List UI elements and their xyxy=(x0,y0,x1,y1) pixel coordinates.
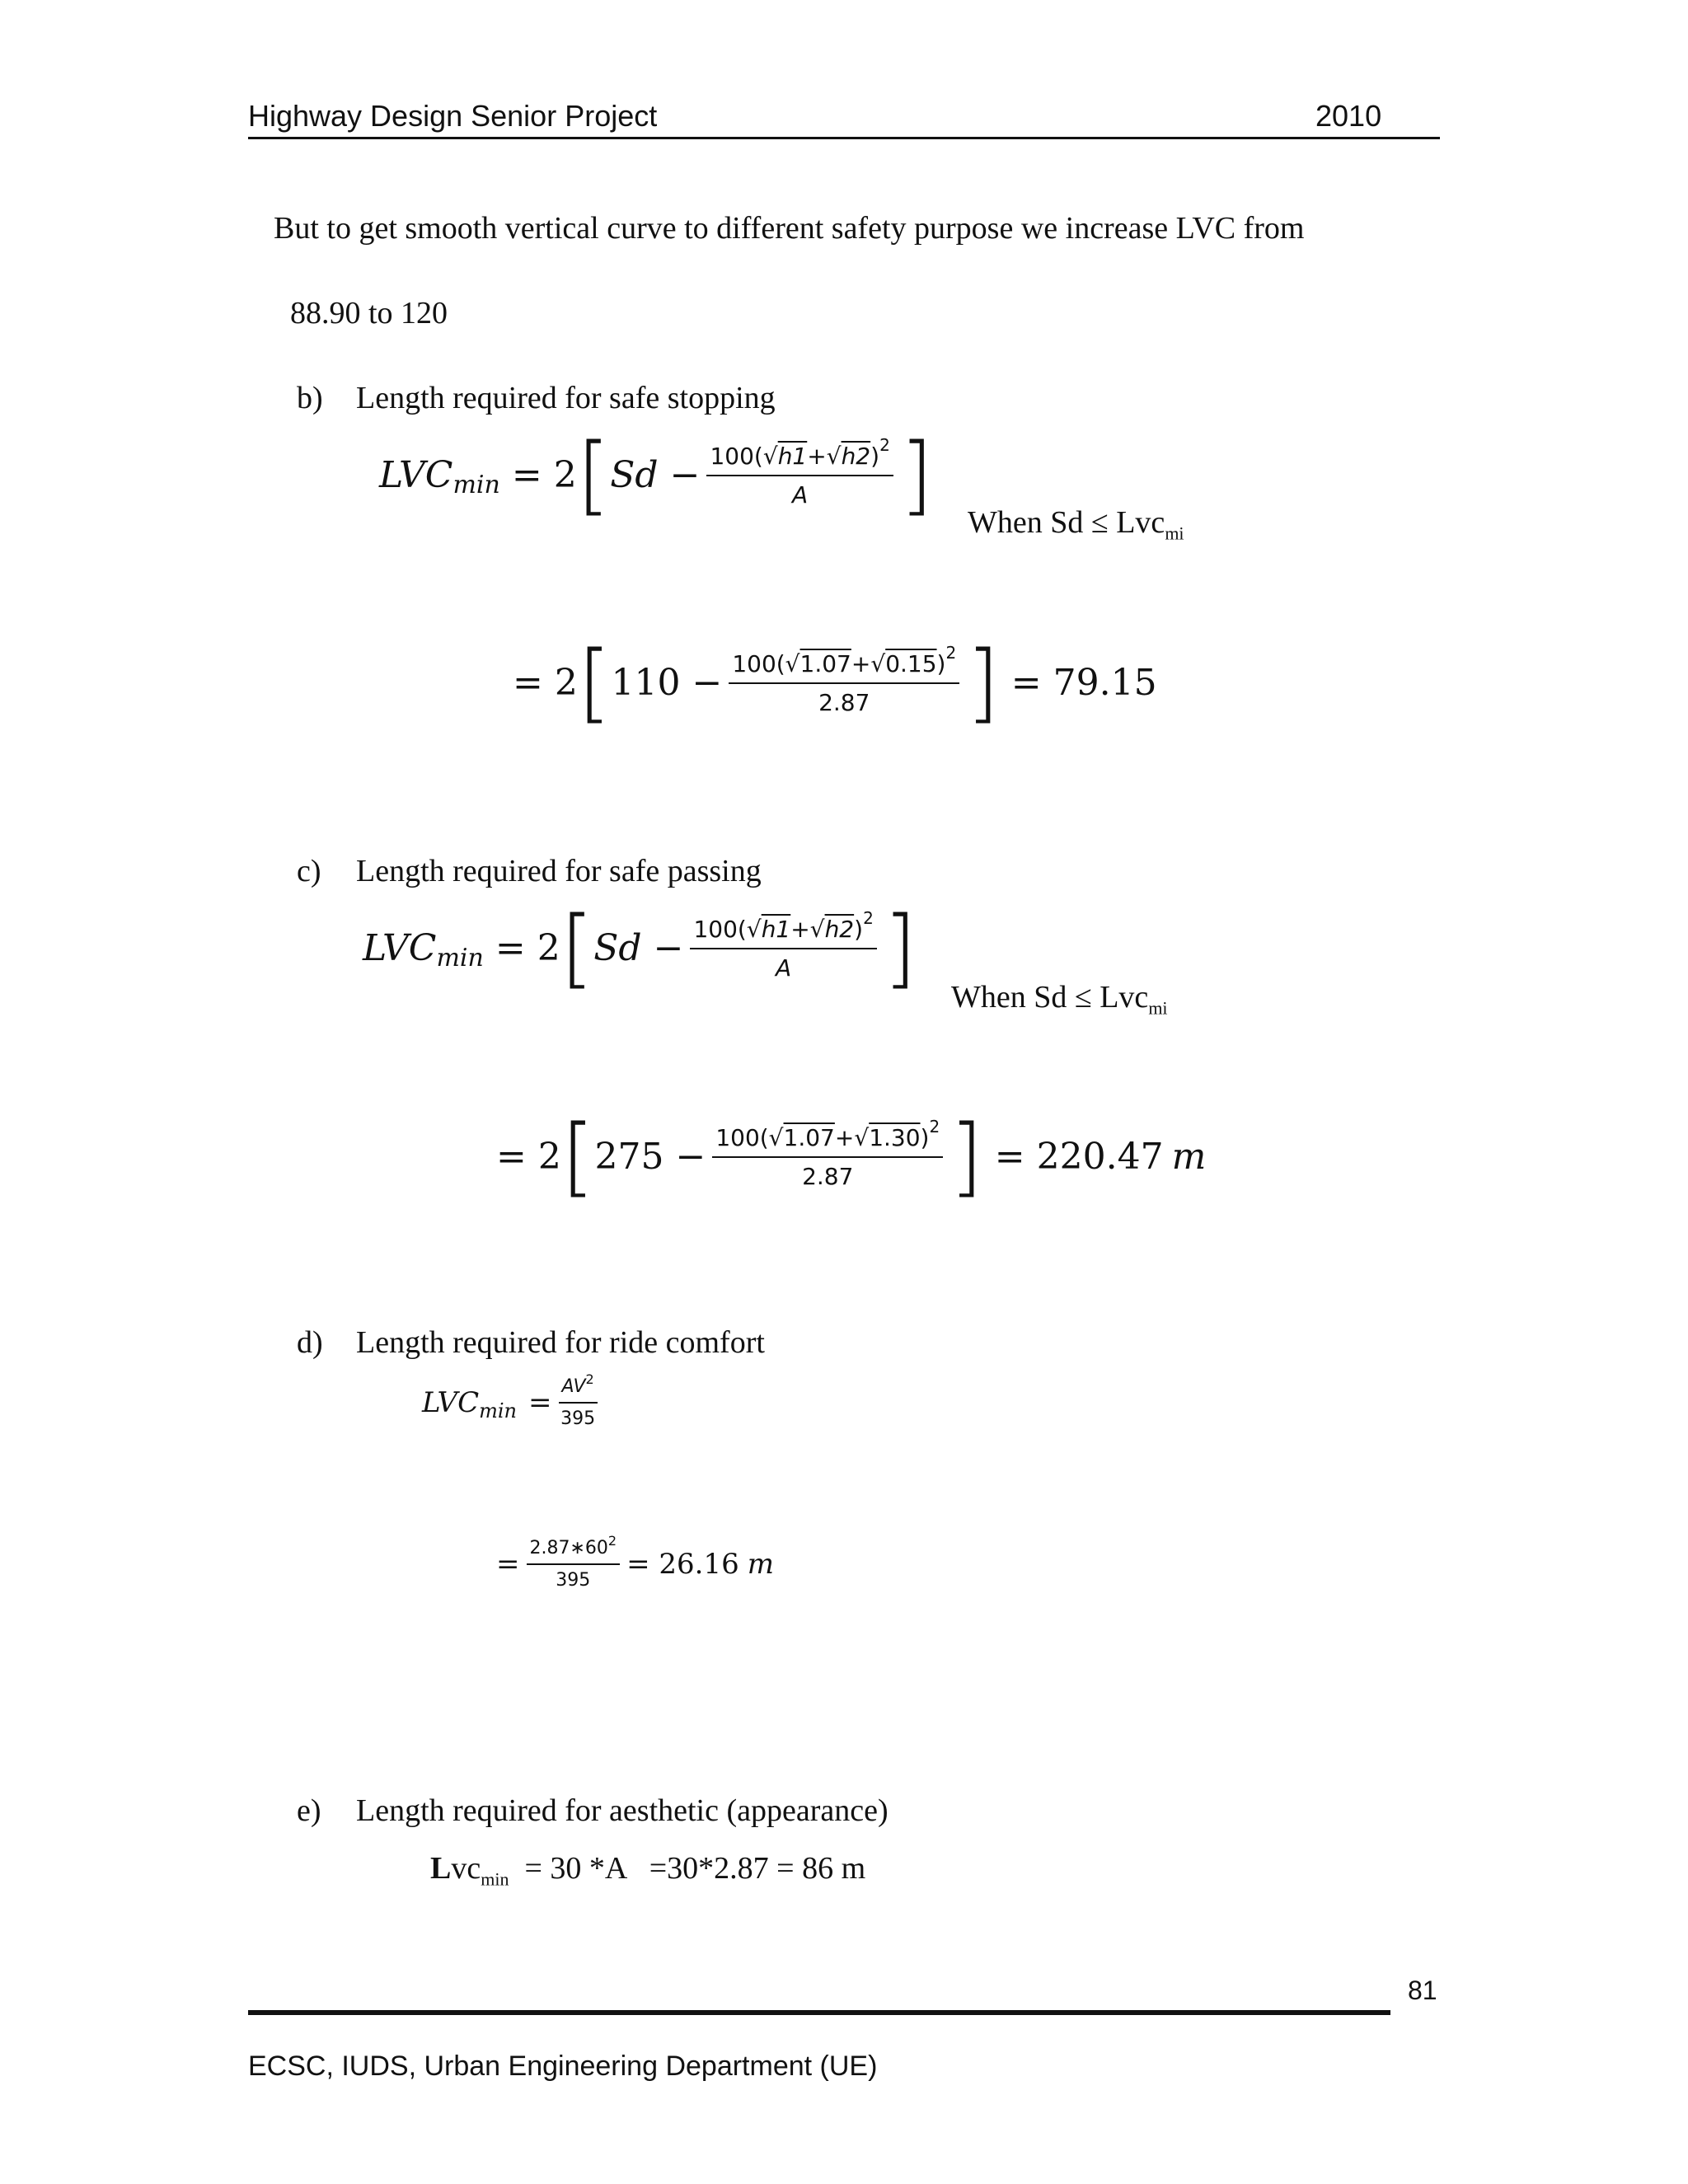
fraction-denominator: 2.87 xyxy=(818,688,870,716)
footer-rule xyxy=(248,2010,1390,2015)
num-close: ) xyxy=(936,649,946,677)
lvc-bold-letter: L xyxy=(430,1851,452,1886)
fraction-numerator xyxy=(690,907,876,949)
condition-text: When Sd ≤ Lvc xyxy=(968,505,1165,540)
sd-symbol: Sd xyxy=(610,454,659,497)
equals-sign: = xyxy=(496,1136,527,1179)
page-number: 81 xyxy=(1408,1975,1437,2005)
coefficient: 2 xyxy=(554,662,578,705)
num-text: 2.87∗60 xyxy=(529,1538,608,1558)
header-title: Highway Design Senior Project xyxy=(248,99,658,133)
section-b-formula xyxy=(379,424,934,525)
square-exponent: 2 xyxy=(585,1371,594,1387)
result-unit: m xyxy=(1171,1136,1207,1179)
intro-line-2: 88.90 to 120 xyxy=(290,296,448,330)
square-exponent: 2 xyxy=(863,907,874,928)
equals-sign: = xyxy=(528,1386,552,1419)
condition-text: When Sd ≤ Lvc xyxy=(951,980,1149,1015)
fraction xyxy=(559,1371,598,1429)
equals-sign: = xyxy=(513,662,543,705)
h1-value: 1.07 xyxy=(799,649,851,677)
section-e-heading: Length required for aesthetic (appearance) xyxy=(356,1793,889,1828)
coefficient: 2 xyxy=(537,927,560,970)
square-exponent: 2 xyxy=(945,642,957,663)
section-c-condition xyxy=(951,979,1168,1019)
section-d-heading: Length required for ride comfort xyxy=(356,1325,765,1360)
header-rule xyxy=(248,137,1440,139)
condition-sub: mi xyxy=(1165,523,1184,544)
section-b-marker: b) xyxy=(297,381,323,415)
h1-value: 1.07 xyxy=(783,1123,835,1151)
sd-symbol: Sd xyxy=(593,927,642,970)
sd-value: 110 xyxy=(611,662,681,705)
fraction-denominator: A xyxy=(792,480,809,509)
left-bracket: [ xyxy=(560,898,594,998)
square-exponent: 2 xyxy=(607,1533,617,1549)
intro-line-1: But to get smooth vertical curve to different safety purpose we increase LVC from xyxy=(274,211,1305,246)
fraction xyxy=(690,907,876,982)
condition-sub: mi xyxy=(1148,997,1168,1019)
num-prefix: 100(√ xyxy=(732,649,800,677)
section-c-calculation xyxy=(496,1106,1207,1207)
square-exponent: 2 xyxy=(879,434,890,455)
fraction-denominator: A xyxy=(776,954,792,982)
left-bracket: [ xyxy=(577,632,612,733)
right-bracket: ] xyxy=(950,1106,983,1207)
minus-sign: − xyxy=(675,1136,706,1179)
lvc-subscript: min xyxy=(481,1868,509,1890)
section-b-condition xyxy=(968,504,1184,545)
minus-sign: − xyxy=(653,927,684,970)
fraction xyxy=(527,1533,621,1591)
result: = 79.15 xyxy=(1010,662,1157,705)
lvc-symbol: LVC xyxy=(422,1386,480,1419)
fraction-denominator: 395 xyxy=(556,1570,591,1591)
right-bracket: ] xyxy=(883,898,917,998)
result-unit: m xyxy=(747,1548,774,1581)
fraction-numerator xyxy=(712,1116,943,1158)
num-prefix: 100(√ xyxy=(715,1123,784,1151)
lvc-subscript: min xyxy=(452,471,500,500)
num-plus: +√ xyxy=(851,649,886,677)
section-d-formula xyxy=(422,1371,604,1429)
equals-sign: = xyxy=(496,1548,520,1581)
num-prefix: 100(√ xyxy=(693,915,762,943)
num-close: ) xyxy=(920,1123,930,1151)
coefficient: 2 xyxy=(537,1136,561,1179)
fraction xyxy=(729,642,959,716)
fraction-denominator: 2.87 xyxy=(802,1162,854,1190)
fraction xyxy=(706,434,893,509)
equals-sign: = xyxy=(495,927,526,970)
h2-value: 0.15 xyxy=(885,649,937,677)
h2-term: h2 xyxy=(841,442,871,470)
num-plus: +√ xyxy=(807,442,842,470)
section-b-calculation xyxy=(513,632,1157,733)
h1-term: h1 xyxy=(761,915,791,943)
fraction-numerator xyxy=(559,1371,598,1404)
lvc-symbol: LVC xyxy=(379,454,453,497)
h1-term: h1 xyxy=(777,442,808,470)
fraction-numerator xyxy=(706,434,893,476)
lvc-rest: vc xyxy=(451,1851,481,1886)
num-close: ) xyxy=(854,915,864,943)
section-d-calculation xyxy=(496,1533,774,1591)
minus-sign: − xyxy=(669,454,701,497)
lvc-symbol: LVC xyxy=(363,927,437,970)
h2-value: 1.30 xyxy=(869,1123,921,1151)
fraction-numerator xyxy=(527,1533,621,1565)
formula-rhs: = 30 *A =30*2.87 = 86 m xyxy=(509,1851,866,1886)
minus-sign: − xyxy=(692,662,723,705)
h2-term: h2 xyxy=(824,915,855,943)
num-close: ) xyxy=(870,442,880,470)
lvc-subscript: min xyxy=(479,1399,518,1422)
num-text: AV xyxy=(561,1376,586,1397)
coefficient: 2 xyxy=(553,454,577,497)
fraction xyxy=(712,1116,943,1190)
sd-value: 275 xyxy=(594,1136,664,1179)
num-prefix: 100(√ xyxy=(710,442,778,470)
lvc-subscript: min xyxy=(436,944,484,973)
fraction-numerator xyxy=(729,642,959,684)
section-d-marker: d) xyxy=(297,1325,323,1360)
footer-text: ECSC, IUDS, Urban Engineering Department (UE) xyxy=(248,2050,878,2082)
section-e-formula xyxy=(430,1853,865,1889)
num-plus: +√ xyxy=(834,1123,870,1151)
square-exponent: 2 xyxy=(929,1116,940,1137)
header-year: 2010 xyxy=(1315,99,1382,133)
left-bracket: [ xyxy=(576,424,611,525)
result: = 220.47 xyxy=(994,1136,1164,1179)
section-c-marker: c) xyxy=(297,854,321,888)
fraction-denominator: 395 xyxy=(560,1408,596,1429)
section-e-marker: e) xyxy=(297,1793,321,1828)
num-plus: +√ xyxy=(790,915,825,943)
section-c-heading: Length required for safe passing xyxy=(356,854,762,888)
equals-sign: = xyxy=(511,454,542,497)
section-c-formula xyxy=(363,898,917,998)
right-bracket: ] xyxy=(966,632,1000,733)
left-bracket: [ xyxy=(560,1106,595,1207)
right-bracket: ] xyxy=(899,424,934,525)
section-b-heading: Length required for safe stopping xyxy=(356,381,776,415)
result: = 26.16 xyxy=(626,1548,739,1581)
